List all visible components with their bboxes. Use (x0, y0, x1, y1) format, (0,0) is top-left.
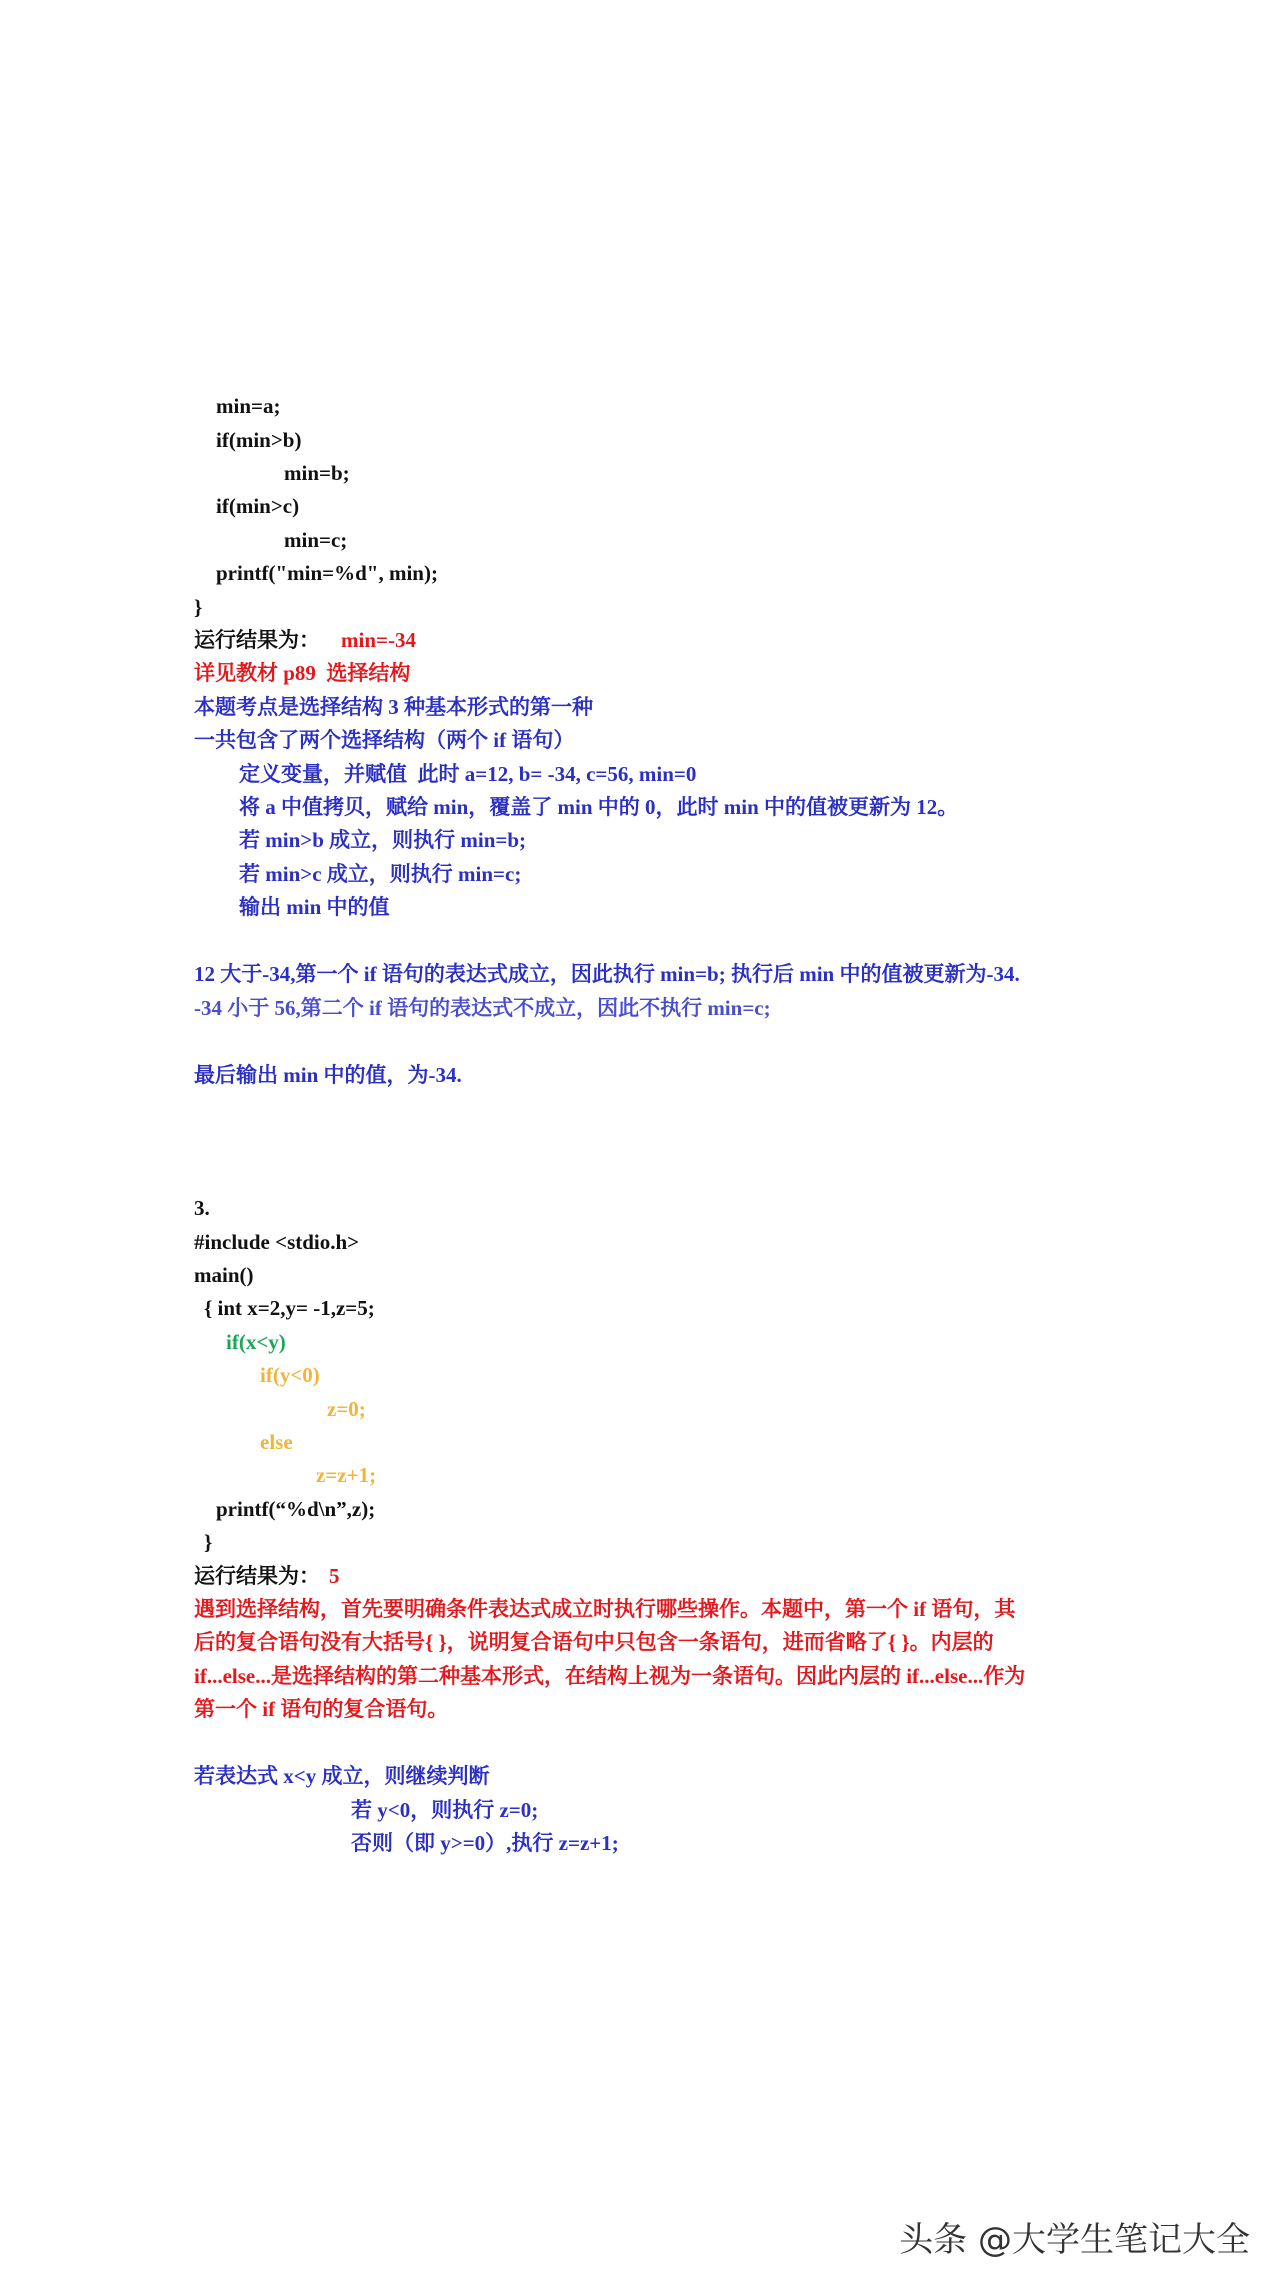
explanation-step: 将 a 中值拷贝，赋给 min，覆盖了 min 中的 0，此时 min 中的值被更新为 12。 (239, 795, 959, 819)
explanation-paragraph: 遇到选择结构，首先要明确条件表达式成立时执行哪些操作。本题中，第一个 if 语句，其 (194, 1597, 1016, 1621)
result-value: min=-34 (341, 628, 416, 652)
explanation-condition: 若表达式 x<y 成立，则继续判断 (194, 1764, 490, 1788)
explanation-topic: 本题考点是选择结构 3 种基本形式的第一种 (194, 695, 593, 719)
explanation-paragraph: 后的复合语句没有大括号{ }，说明复合语句中只包含一条语句，进而省略了{ }。内层的 (194, 1630, 994, 1654)
question-number: 3. (194, 1196, 210, 1220)
code-line: min=c; (284, 528, 348, 552)
explanation-step: 定义变量，并赋值 此时 a=12, b= -34, c=56, min=0 (239, 762, 697, 786)
explanation-step: 输出 min 中的值 (239, 895, 390, 919)
explanation-branch: 否则（即 y>=0）,执行 z=z+1; (351, 1831, 619, 1855)
result-label: 运行结果为： (194, 1564, 320, 1588)
code-line: min=b; (284, 461, 350, 485)
code-line: if(min>b) (216, 428, 302, 452)
explanation-paragraph: 第一个 if 语句的复合语句。 (194, 1697, 449, 1721)
code-line: } (204, 1530, 213, 1554)
code-line: z=0; (327, 1397, 366, 1421)
explanation-paragraph: -34 小于 56,第二个 if 语句的表达式不成立，因此不执行 min=c; (194, 996, 771, 1020)
explanation-final: 最后输出 min 中的值，为-34. (194, 1063, 462, 1087)
code-line: { int x=2,y= -1,z=5; (204, 1296, 375, 1320)
code-line: printf(“%d\n”,z); (216, 1497, 376, 1521)
code-line: if(x<y) (226, 1330, 286, 1354)
code-line: if(min>c) (216, 494, 300, 518)
explanation-count: 一共包含了两个选择结构（两个 if 语句） (194, 728, 575, 752)
result-label: 运行结果为： (194, 628, 320, 652)
code-line: z=z+1; (316, 1463, 377, 1487)
explanation-step: 若 min>c 成立，则执行 min=c; (239, 862, 522, 886)
code-line: if(y<0) (260, 1363, 320, 1387)
code-line: #include <stdio.h> (194, 1230, 360, 1254)
code-line: min=a; (216, 394, 281, 418)
explanation-branch: 若 y<0，则执行 z=0; (351, 1798, 539, 1822)
code-line: else (260, 1430, 293, 1454)
textbook-reference: 详见教材 p89 选择结构 (194, 661, 411, 685)
code-line: } (194, 595, 203, 619)
explanation-paragraph: if...else...是选择结构的第二种基本形式，在结构上视为一条语句。因此内层的 if...else...作为 (194, 1664, 1026, 1688)
watermark-logo: 头条 @大学生笔记大全 (899, 2220, 1250, 2260)
result-value: 5 (329, 1564, 340, 1588)
explanation-paragraph: 12 大于-34,第一个 if 语句的表达式成立，因此执行 min=b; 执行后 min 中的值被更新为-34. (194, 962, 1020, 986)
code-line: main() (194, 1263, 254, 1287)
code-line: printf("min=%d", min); (216, 561, 438, 585)
explanation-step: 若 min>b 成立，则执行 min=b; (239, 828, 527, 852)
